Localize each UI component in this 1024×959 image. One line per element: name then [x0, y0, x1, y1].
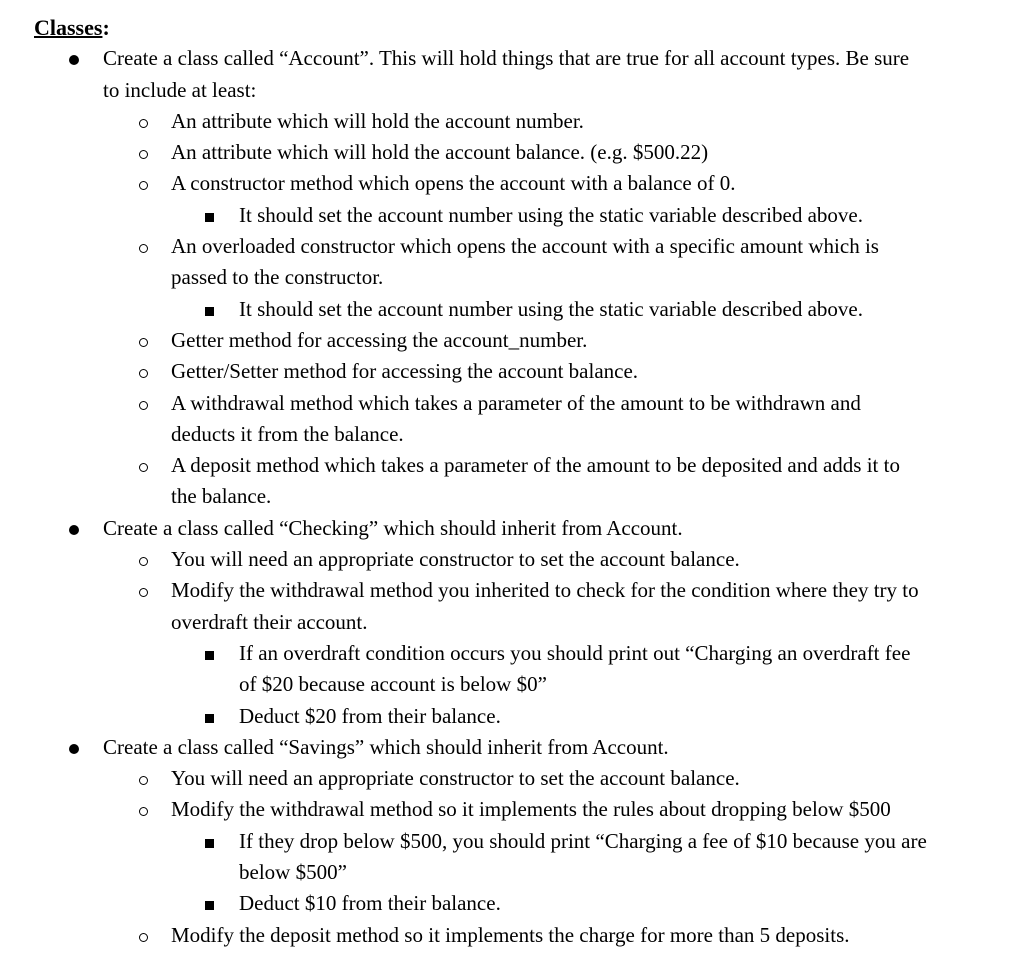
list-item-line [0, 701, 1024, 732]
list-item-text: overdraft their account. [171, 609, 368, 634]
circle-bullet-icon [139, 150, 148, 159]
bullet-marker [139, 450, 148, 481]
square-bullet-icon [205, 307, 214, 316]
bullet-marker [139, 106, 148, 137]
square-bullet-icon [205, 839, 214, 848]
heading-colon: : [102, 15, 110, 40]
bullet-marker [139, 794, 148, 825]
list-item-text: An overloaded constructor which opens the account with a specific amount which is [171, 234, 879, 259]
list-item-line [0, 607, 1024, 638]
circle-bullet-icon [139, 588, 148, 597]
list-item-text: the balance. [171, 484, 272, 509]
circle-bullet-icon [139, 933, 148, 942]
circle-bullet-icon [139, 181, 148, 190]
list-item-text: A deposit method which takes a parameter of the amount to be deposited and adds it to [171, 453, 900, 478]
list-item-line [0, 75, 1024, 106]
bullet-marker [205, 294, 214, 325]
list-item-line [0, 106, 1024, 137]
bullet-marker [139, 763, 148, 794]
circle-bullet-icon [139, 807, 148, 816]
bullet-marker [139, 137, 148, 168]
list [0, 43, 1024, 951]
list-item-line [0, 137, 1024, 168]
bullet-marker [139, 575, 148, 606]
square-bullet-icon [205, 901, 214, 910]
list-item-line [0, 888, 1024, 919]
heading-text: Classes [34, 15, 103, 40]
list-item-text: to include at least: [103, 77, 257, 102]
circle-bullet-icon [139, 338, 148, 347]
list-item-line [0, 262, 1024, 293]
circle-bullet-icon [139, 119, 148, 128]
bullet-bullet-icon [69, 55, 79, 65]
list-item-line [0, 732, 1024, 763]
square-bullet-icon [205, 714, 214, 723]
list-item-text: Modify the withdrawal method you inherited to check for the condition where they try to [171, 578, 919, 603]
list-item-line [0, 763, 1024, 794]
list-item-line [0, 544, 1024, 575]
bullet-marker [205, 638, 214, 669]
list-item-line [0, 450, 1024, 481]
bullet-marker [69, 513, 79, 544]
list-item-text: You will need an appropriate constructor to set the account balance. [171, 547, 740, 572]
bullet-marker [139, 168, 148, 199]
bullet-marker [205, 701, 214, 732]
bullet-bullet-icon [69, 525, 79, 535]
bullet-marker [139, 920, 148, 951]
list-item-line [0, 325, 1024, 356]
list-item-line [0, 43, 1024, 74]
list-item-line [0, 857, 1024, 888]
list-item-line [0, 200, 1024, 231]
square-bullet-icon [205, 651, 214, 660]
list-item-text: Getter method for accessing the account_number. [171, 327, 588, 352]
section-heading [0, 12, 1024, 43]
list-item-line [0, 826, 1024, 857]
list-item-text: If they drop below $500, you should print “Charging a fee of $10 because you are [239, 828, 927, 853]
list-item-text: below $500” [239, 860, 347, 885]
bullet-marker [139, 544, 148, 575]
circle-bullet-icon [139, 244, 148, 253]
bullet-marker [139, 388, 148, 419]
list-item-text: deducts it from the balance. [171, 421, 404, 446]
list-item-line [0, 920, 1024, 951]
list-item-line [0, 669, 1024, 700]
list-item-text: Deduct $20 from their balance. [239, 703, 501, 728]
list-item-text: of $20 because account is below $0” [239, 672, 547, 697]
list-item-text: You will need an appropriate constructor to set the account balance. [171, 766, 740, 791]
circle-bullet-icon [139, 369, 148, 378]
list-item-text: Modify the withdrawal method so it implements the rules about dropping below $500 [171, 797, 891, 822]
list-item-text: Create a class called “Savings” which should inherit from Account. [103, 734, 669, 759]
list-item-text: An attribute which will hold the account balance. (e.g. $500.22) [171, 140, 709, 165]
circle-bullet-icon [139, 776, 148, 785]
list-item-line [0, 231, 1024, 262]
bullet-marker [205, 888, 214, 919]
list-item-line [0, 356, 1024, 387]
bullet-marker [205, 200, 214, 231]
list-item-line [0, 638, 1024, 669]
list-item-line [0, 575, 1024, 606]
list-item-text: Modify the deposit method so it implements the charge for more than 5 deposits. [171, 922, 850, 947]
list-item-text: Create a class called “Checking” which should inherit from Account. [103, 515, 683, 540]
list-item-text: A withdrawal method which takes a parameter of the amount to be withdrawn and [171, 390, 861, 415]
list-item-text: If an overdraft condition occurs you should print out “Charging an overdraft fee [239, 640, 911, 665]
bullet-marker [69, 43, 79, 74]
list-item-text: It should set the account number using the static variable described above. [239, 202, 863, 227]
square-bullet-icon [205, 213, 214, 222]
list-item-line [0, 294, 1024, 325]
list-item-text: It should set the account number using the static variable described above. [239, 296, 863, 321]
bullet-marker [139, 325, 148, 356]
list-item-line [0, 794, 1024, 825]
circle-bullet-icon [139, 463, 148, 472]
list-item-line [0, 481, 1024, 512]
list-item-text: A constructor method which opens the account with a balance of 0. [171, 171, 736, 196]
list-item-text: Getter/Setter method for accessing the account balance. [171, 359, 639, 384]
bullet-bullet-icon [69, 744, 79, 754]
list-item-text: An attribute which will hold the account number. [171, 108, 584, 133]
bullet-marker [69, 732, 79, 763]
list-item-text: Create a class called “Account”. This will hold things that are true for all account types. Be sure [103, 46, 910, 71]
list-item-line [0, 168, 1024, 199]
list-item-line [0, 388, 1024, 419]
bullet-marker [205, 826, 214, 857]
list-item-line [0, 513, 1024, 544]
bullet-marker [139, 231, 148, 262]
list-item-text: passed to the constructor. [171, 265, 384, 290]
circle-bullet-icon [139, 401, 148, 410]
bullet-marker [139, 356, 148, 387]
list-item-text: Deduct $10 from their balance. [239, 891, 501, 916]
circle-bullet-icon [139, 557, 148, 566]
list-item-line [0, 419, 1024, 450]
